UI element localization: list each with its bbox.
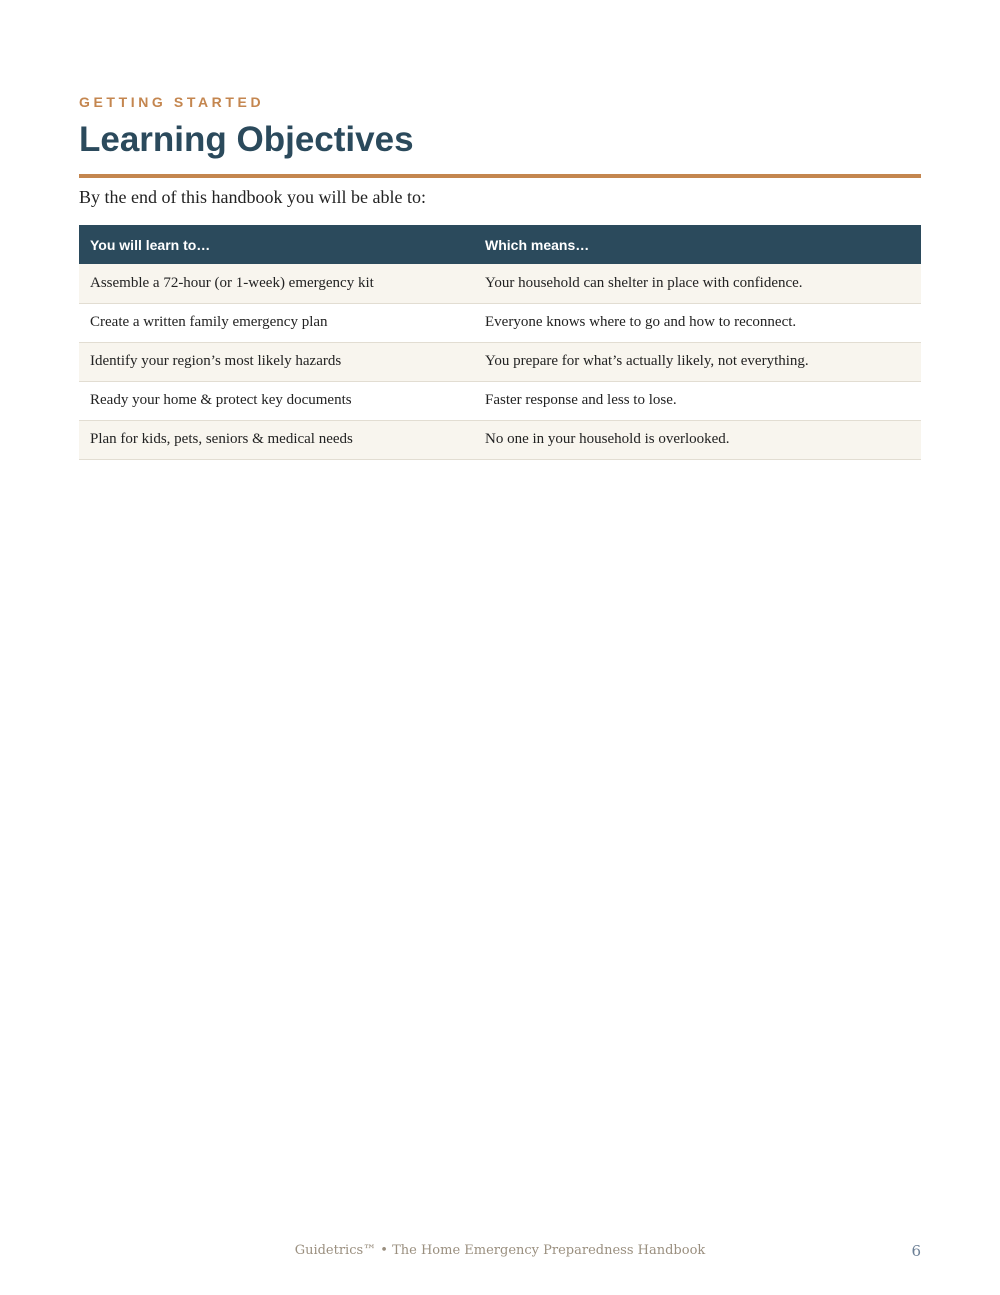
cell-objective: Plan for kids, pets, seniors & medical needs [79,420,474,459]
table-row [79,381,921,420]
table-row [79,303,921,342]
cell-objective: Ready your home & protect key documents [79,381,474,420]
objectives-table [79,225,921,460]
cell-objective: Create a written family emergency plan [79,303,474,342]
cell-meaning: You prepare for what’s actually likely, not everything. [474,342,921,381]
intro-text: By the end of this handbook you will be able to: [79,187,426,207]
page-footer: Guidetrics™ • The Home Emergency Preparedness Handbook [294,1243,706,1258]
table-header-row [79,225,921,264]
cell-meaning: Everyone knows where to go and how to reconnect. [474,303,921,342]
table-row [79,342,921,381]
header-means: Which means… [474,225,921,264]
cell-meaning: Your household can shelter in place with confidence. [474,264,921,303]
cell-objective: Assemble a 72-hour (or 1-week) emergency kit [79,264,474,303]
cell-meaning: Faster response and less to lose. [474,381,921,420]
page-title: Learning Objectives [79,120,414,159]
title-divider [79,174,921,178]
section-eyebrow: GETTING STARTED [79,94,265,110]
table-row [79,264,921,303]
cell-objective: Identify your region’s most likely hazards [79,342,474,381]
page [79,0,921,1295]
header-learn: You will learn to… [79,225,474,264]
page-number: 6 [911,1242,921,1260]
table-row [79,420,921,459]
cell-meaning: No one in your household is overlooked. [474,420,921,459]
